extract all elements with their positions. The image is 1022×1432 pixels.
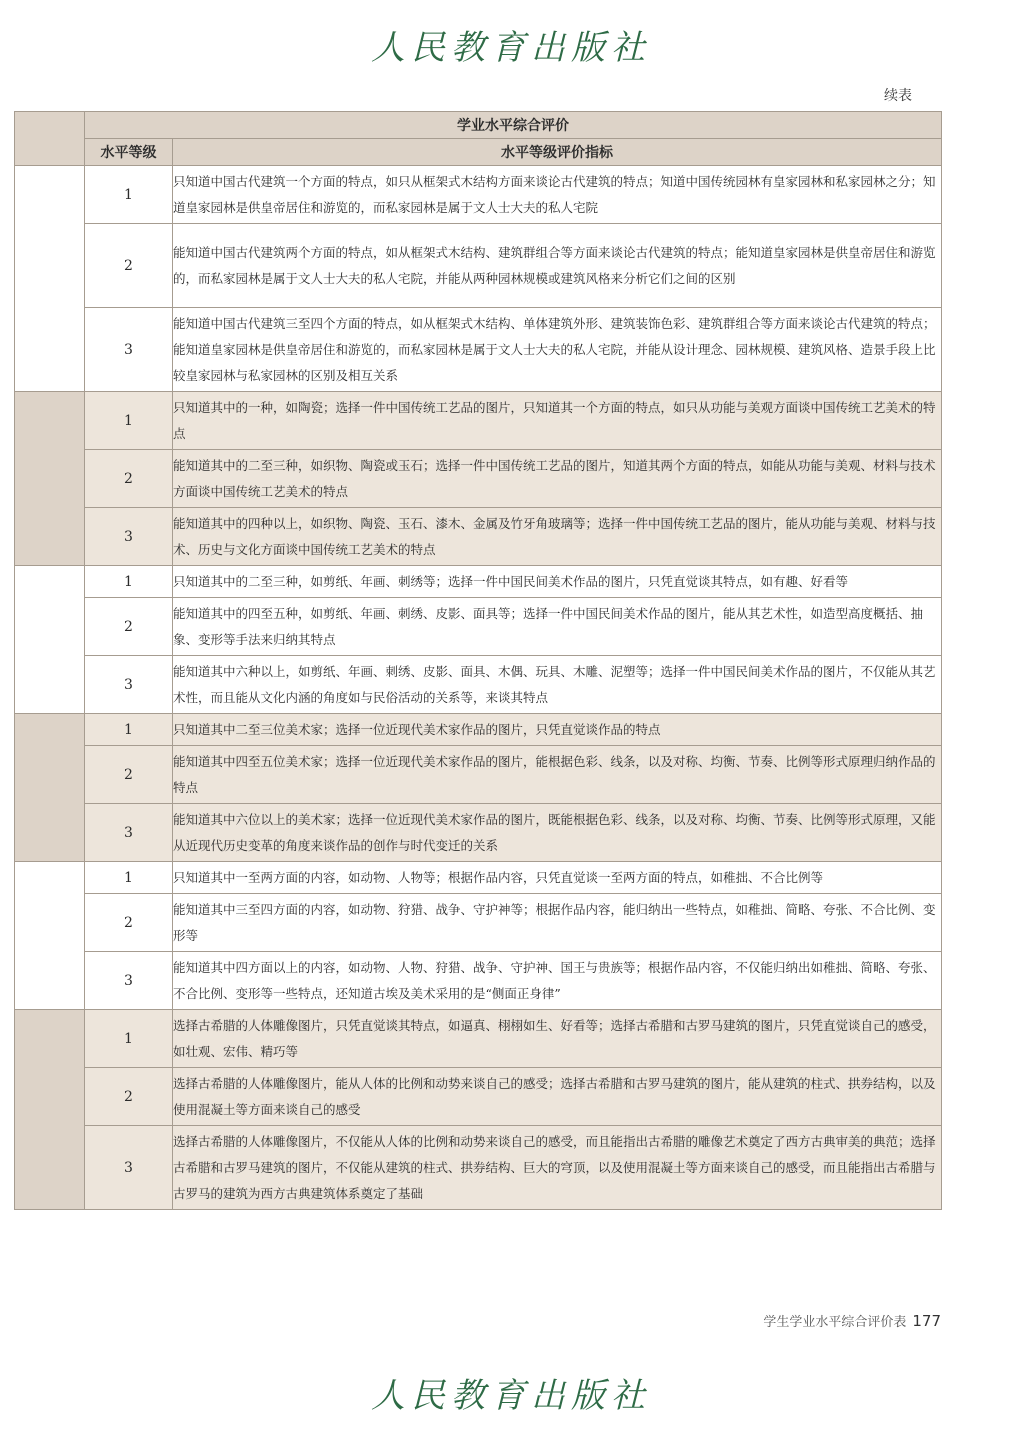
table-row bbox=[15, 952, 942, 1010]
table-row bbox=[15, 224, 942, 308]
publisher-logo-bottom: 人民教育出版社 bbox=[371, 1376, 651, 1416]
corner-cell bbox=[15, 112, 85, 166]
level-cell: 1 bbox=[85, 862, 173, 894]
table-row bbox=[15, 714, 942, 746]
table-row bbox=[15, 392, 942, 450]
level-cell: 1 bbox=[85, 166, 173, 224]
level-cell: 2 bbox=[85, 450, 173, 508]
indicator-cell: 能知道其中的二至三种，如织物、陶瓷或玉石；选择一件中国传统工艺品的图片，知道其两个方面的特点，如能从功能与美观、材料与技术方面谈中国传统工艺美术的特点 bbox=[173, 450, 942, 508]
domain-cell bbox=[15, 1010, 85, 1210]
indicator-cell: 能知道其中的四至五种，如剪纸、年画、刺绣、皮影、面具等；选择一件中国民间美术作品的图片，能从其艺术性，如造型高度概括、抽象、变形等手法来归纳其特点 bbox=[173, 598, 942, 656]
indicator-cell: 能知道其中六种以上，如剪纸、年画、刺绣、皮影、面具、木偶、玩具、木雕、泥塑等；选择一件中国民间美术作品的图片，不仅能从其艺术性，而且能从文化内涵的角度如与民俗活动的关系等，来谈其特点 bbox=[173, 656, 942, 714]
indicator-cell: 只知道其中二至三位美术家；选择一位近现代美术家作品的图片，只凭直觉谈作品的特点 bbox=[173, 714, 942, 746]
level-cell: 1 bbox=[85, 1010, 173, 1068]
header-indicator: 水平等级评价指标 bbox=[173, 139, 942, 166]
publisher-logo-top: 人民教育出版社 bbox=[371, 28, 651, 68]
table-row bbox=[15, 1126, 942, 1210]
page-footer bbox=[720, 1311, 941, 1330]
evaluation-table bbox=[14, 111, 942, 1210]
table-row bbox=[15, 894, 942, 952]
indicator-cell: 能知道其中四方面以上的内容，如动物、人物、狩猎、战争、守护神、国王与贵族等；根据作品内容，不仅能归纳出如稚拙、简略、夸张、不合比例、变形等一些特点，还知道古埃及美术采用的是“侧面正身律” bbox=[173, 952, 942, 1010]
indicator-cell: 能知道其中四至五位美术家；选择一位近现代美术家作品的图片，能根据色彩、线条，以及对称、均衡、节奏、比例等形式原理归纳作品的特点 bbox=[173, 746, 942, 804]
level-cell: 2 bbox=[85, 746, 173, 804]
table-row bbox=[15, 746, 942, 804]
indicator-cell: 选择古希腊的人体雕像图片，只凭直觉谈其特点，如逼真、栩栩如生、好看等；选择古希腊和古罗马建筑的图片，只凭直觉谈自己的感受，如壮观、宏伟、精巧等 bbox=[173, 1010, 942, 1068]
level-cell: 3 bbox=[85, 656, 173, 714]
level-cell: 2 bbox=[85, 1068, 173, 1126]
table-row bbox=[15, 508, 942, 566]
indicator-cell: 只知道其中的一种，如陶瓷；选择一件中国传统工艺品的图片，只知道其一个方面的特点，如只从功能与美观方面谈中国传统工艺美术的特点 bbox=[173, 392, 942, 450]
indicator-cell: 只知道中国古代建筑一个方面的特点，如只从框架式木结构方面来谈论古代建筑的特点；知道中国传统园林有皇家园林和私家园林之分；知道皇家园林是供皇帝居住和游览的，而私家园林是属于文人士大夫的私人宅院 bbox=[173, 166, 942, 224]
indicator-cell: 能知道其中的四种以上，如织物、陶瓷、玉石、漆木、金属及竹牙角玻璃等；选择一件中国传统工艺品的图片，能从功能与美观、材料与技术、历史与文化方面谈中国传统工艺美术的特点 bbox=[173, 508, 942, 566]
continued-label: 续表 bbox=[884, 88, 912, 104]
header-group-title: 学业水平综合评价 bbox=[85, 112, 942, 139]
level-cell: 2 bbox=[85, 224, 173, 308]
level-cell: 1 bbox=[85, 566, 173, 598]
table-row bbox=[15, 566, 942, 598]
domain-cell bbox=[15, 166, 85, 392]
table-row bbox=[15, 804, 942, 862]
header-level: 水平等级 bbox=[85, 139, 173, 166]
domain-cell bbox=[15, 714, 85, 862]
indicator-cell: 选择古希腊的人体雕像图片，不仅能从人体的比例和动势来谈自己的感受，而且能指出古希腊的雕像艺术奠定了西方古典审美的典范；选择古希腊和古罗马建筑的图片，不仅能从建筑的柱式、拱券结构、巨大的穹顶，以及使用混凝土等方面来谈自己的感受，而且能指出古希腊与古罗马的建筑为西方古典建筑体系奠定了基础 bbox=[173, 1126, 942, 1210]
table-row bbox=[15, 656, 942, 714]
table-row bbox=[15, 598, 942, 656]
level-cell: 3 bbox=[85, 804, 173, 862]
level-cell: 3 bbox=[85, 1126, 173, 1210]
indicator-cell: 只知道其中的二至三种，如剪纸、年画、刺绣等；选择一件中国民间美术作品的图片，只凭直觉谈其特点，如有趣、好看等 bbox=[173, 566, 942, 598]
table-row bbox=[15, 450, 942, 508]
domain-cell bbox=[15, 566, 85, 714]
table-body bbox=[15, 166, 942, 1210]
indicator-cell: 能知道中国古代建筑两个方面的特点，如从框架式木结构、建筑群组合等方面来谈论古代建筑的特点；能知道皇家园林是供皇帝居住和游览的，而私家园林是属于文人士大夫的私人宅院，并能从两种园林规模或建筑风格来分析它们之间的区别 bbox=[173, 224, 942, 308]
level-cell: 3 bbox=[85, 308, 173, 392]
domain-cell bbox=[15, 862, 85, 1010]
table-row bbox=[15, 166, 942, 224]
indicator-cell: 能知道其中三至四方面的内容，如动物、狩猎、战争、守护神等；根据作品内容，能归纳出一些特点，如稚拙、简略、夸张、不合比例、变形等 bbox=[173, 894, 942, 952]
indicator-cell: 能知道中国古代建筑三至四个方面的特点，如从框架式木结构、单体建筑外形、建筑装饰色彩、建筑群组合等方面来谈论古代建筑的特点；能知道皇家园林是供皇帝居住和游览的，而私家园林是属于文人士大夫的私人宅院，并能从设计理念、园林规模、建筑风格、造景手段上比较皇家园林与私家园林的区别及相互关系 bbox=[173, 308, 942, 392]
table-row bbox=[15, 1068, 942, 1126]
level-cell: 1 bbox=[85, 714, 173, 746]
table-row bbox=[15, 1010, 942, 1068]
domain-cell bbox=[15, 392, 85, 566]
level-cell: 1 bbox=[85, 392, 173, 450]
page-number: 177 bbox=[912, 1312, 941, 1330]
level-cell: 3 bbox=[85, 952, 173, 1010]
indicator-cell: 选择古希腊的人体雕像图片，能从人体的比例和动势来谈自己的感受；选择古希腊和古罗马建筑的图片，能从建筑的柱式、拱券结构，以及使用混凝土等方面来谈自己的感受 bbox=[173, 1068, 942, 1126]
indicator-cell: 能知道其中六位以上的美术家；选择一位近现代美术家作品的图片，既能根据色彩、线条，以及对称、均衡、节奏、比例等形式原理，又能从近现代历史变革的角度来谈作品的创作与时代变迁的关系 bbox=[173, 804, 942, 862]
indicator-cell: 只知道其中一至两方面的内容，如动物、人物等；根据作品内容，只凭直觉谈一至两方面的特点，如稚拙、不合比例等 bbox=[173, 862, 942, 894]
level-cell: 2 bbox=[85, 894, 173, 952]
table-row bbox=[15, 308, 942, 392]
footer-title: 学生学业水平综合评价表 bbox=[763, 1315, 907, 1330]
table-row bbox=[15, 862, 942, 894]
level-cell: 2 bbox=[85, 598, 173, 656]
level-cell: 3 bbox=[85, 508, 173, 566]
